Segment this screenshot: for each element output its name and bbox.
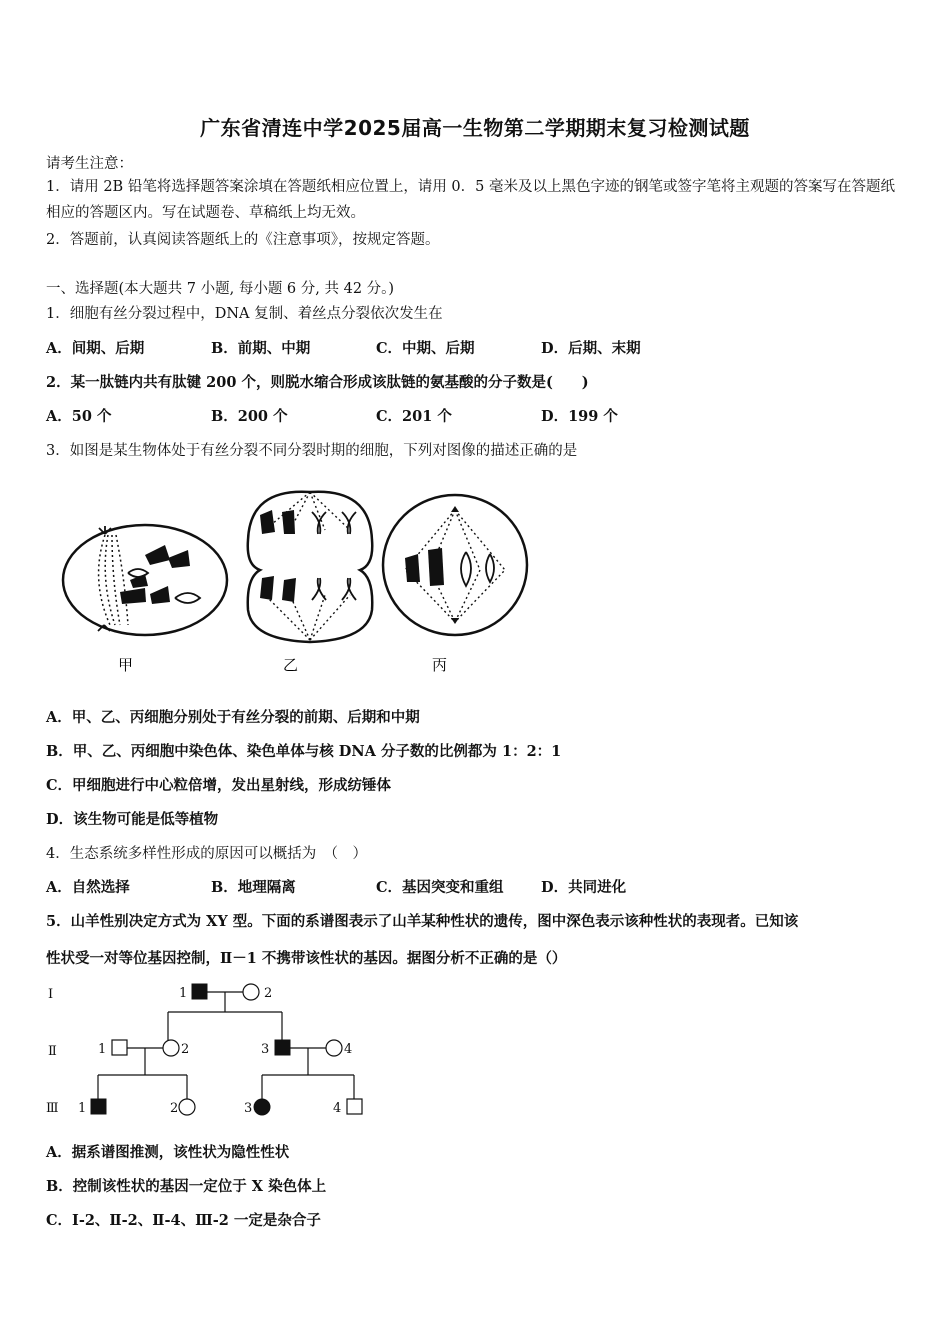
q3-stem: 3．如图是某生物体处于有丝分裂不同分裂时期的细胞，下列对图像的描述正确的是 [46, 443, 578, 459]
label-II-2: 2 [181, 1042, 190, 1057]
pedigree-II-2 [163, 1040, 179, 1056]
q1-option-c[interactable]: C．中期、后期 [376, 340, 475, 357]
q2-option-b[interactable]: B．200 个 [211, 408, 288, 425]
mitosis-figure [50, 470, 550, 680]
pedigree-III-3 [254, 1099, 270, 1115]
label-III-4: 4 [333, 1101, 342, 1116]
figure-label-yi: 乙 [283, 656, 299, 674]
q1-option-d[interactable]: D．后期、末期 [541, 340, 641, 357]
q5-stem-line1: 5．山羊性别决定方式为 XY 型。下面的系谱图表示了山羊某种性状的遗传，图中深色表示该种性状的表现者。已知该 [46, 913, 799, 930]
label-I-1: 1 [179, 986, 188, 1001]
q1-stem: 1．细胞有丝分裂过程中，DNA 复制、着丝点分裂依次发生在 [46, 306, 443, 322]
gen-label-3: Ⅲ [46, 1101, 59, 1116]
q4-option-d[interactable]: D．共同进化 [541, 879, 627, 896]
pedigree-II-4 [326, 1040, 342, 1056]
q2-option-a[interactable]: A．50 个 [46, 408, 112, 425]
q2-option-d[interactable]: D．199 个 [541, 408, 618, 425]
notice-heading: 请考生注意： [46, 156, 133, 172]
q2-options [46, 405, 706, 426]
q5-option-b[interactable]: B．控制该性状的基因一定位于 X 染色体上 [46, 1178, 327, 1195]
q3-option-b[interactable]: B．甲、乙、丙细胞中染色体、染色单体与核 DNA 分子数的比例都为 1：2：1 [46, 743, 562, 760]
q3-option-c[interactable]: C．甲细胞进行中心粒倍增，发出星射线，形成纺锤体 [46, 777, 392, 794]
q5-option-a[interactable]: A．据系谱图推测，该性状为隐性性状 [46, 1144, 290, 1161]
pedigree-I-1 [192, 984, 207, 999]
label-II-4: 4 [344, 1042, 353, 1057]
q4-options [46, 876, 706, 897]
q4-option-b[interactable]: B．地理隔离 [211, 879, 296, 896]
q4-option-a[interactable]: A．自然选择 [46, 879, 130, 896]
label-I-2: 2 [264, 986, 273, 1001]
label-III-2: 2 [170, 1101, 179, 1116]
pedigree-III-2 [179, 1099, 195, 1115]
q1-option-b[interactable]: B．前期、中期 [211, 340, 311, 357]
q4-stem: 4．生态系统多样性形成的原因可以概括为 （ ） [46, 846, 367, 862]
section-heading: 一、选择题(本大题共 7 小题, 每小题 6 分, 共 42 分。) [46, 281, 395, 297]
q1-options [46, 337, 706, 358]
cell-bing-chromosomes [405, 506, 459, 624]
cell-yi-chromosomes [260, 510, 296, 602]
label-III-3: 3 [244, 1101, 253, 1116]
gen-label-2: Ⅱ [48, 1044, 57, 1059]
pedigree-I-2 [243, 984, 259, 1000]
notice-item-1: 1．请用 2B 铅笔将选择题答案涂填在答题纸相应位置上，请用 0．5 毫米及以上黑色字迹的钢笔或签字笔将主观题的答案写在答题纸相应的答题区内。写在试题卷、草稿纸上均无效。 [46, 179, 895, 221]
pedigree-II-3 [275, 1040, 290, 1055]
figure-label-bing: 丙 [432, 656, 448, 674]
q4-option-c[interactable]: C．基因突变和重组 [376, 879, 504, 896]
figure-label-jia: 甲 [118, 656, 134, 674]
pedigree-chart [40, 975, 380, 1125]
label-III-1: 1 [78, 1101, 87, 1116]
q3-option-a[interactable]: A．甲、乙、丙细胞分别处于有丝分裂的前期、后期和中期 [46, 709, 420, 726]
label-II-3: 3 [261, 1042, 270, 1057]
pedigree-II-1 [112, 1040, 127, 1055]
q3-option-d[interactable]: D．该生物可能是低等植物 [46, 811, 219, 828]
q5-option-c[interactable]: C．Ⅰ-2、Ⅱ-2、Ⅱ-4、Ⅲ-2 一定是杂合子 [46, 1212, 321, 1229]
q2-option-c[interactable]: C．201 个 [376, 408, 452, 425]
pedigree-III-1 [91, 1099, 106, 1114]
label-II-1: 1 [98, 1042, 107, 1057]
pedigree-III-4 [347, 1099, 362, 1114]
q1-option-a[interactable]: A．间期、后期 [46, 340, 145, 357]
notice-item-2: 2．答题前，认真阅读答题纸上的《注意事项》，按规定答题。 [46, 232, 440, 248]
q5-stem-line2: 性状受一对等位基因控制，Ⅱ－1 不携带该性状的基因。据图分析不正确的是（） [46, 950, 567, 967]
gen-label-1: Ⅰ [48, 987, 54, 1002]
cell-bing [383, 495, 527, 635]
page-title: 广东省清连中学2025届高一生物第二学期期末复习检测试题 [200, 116, 750, 140]
q2-stem: 2．某一肽链内共有肽键 200 个，则脱水缩合形成该肽链的氨基酸的分子数是( ) [46, 374, 589, 391]
